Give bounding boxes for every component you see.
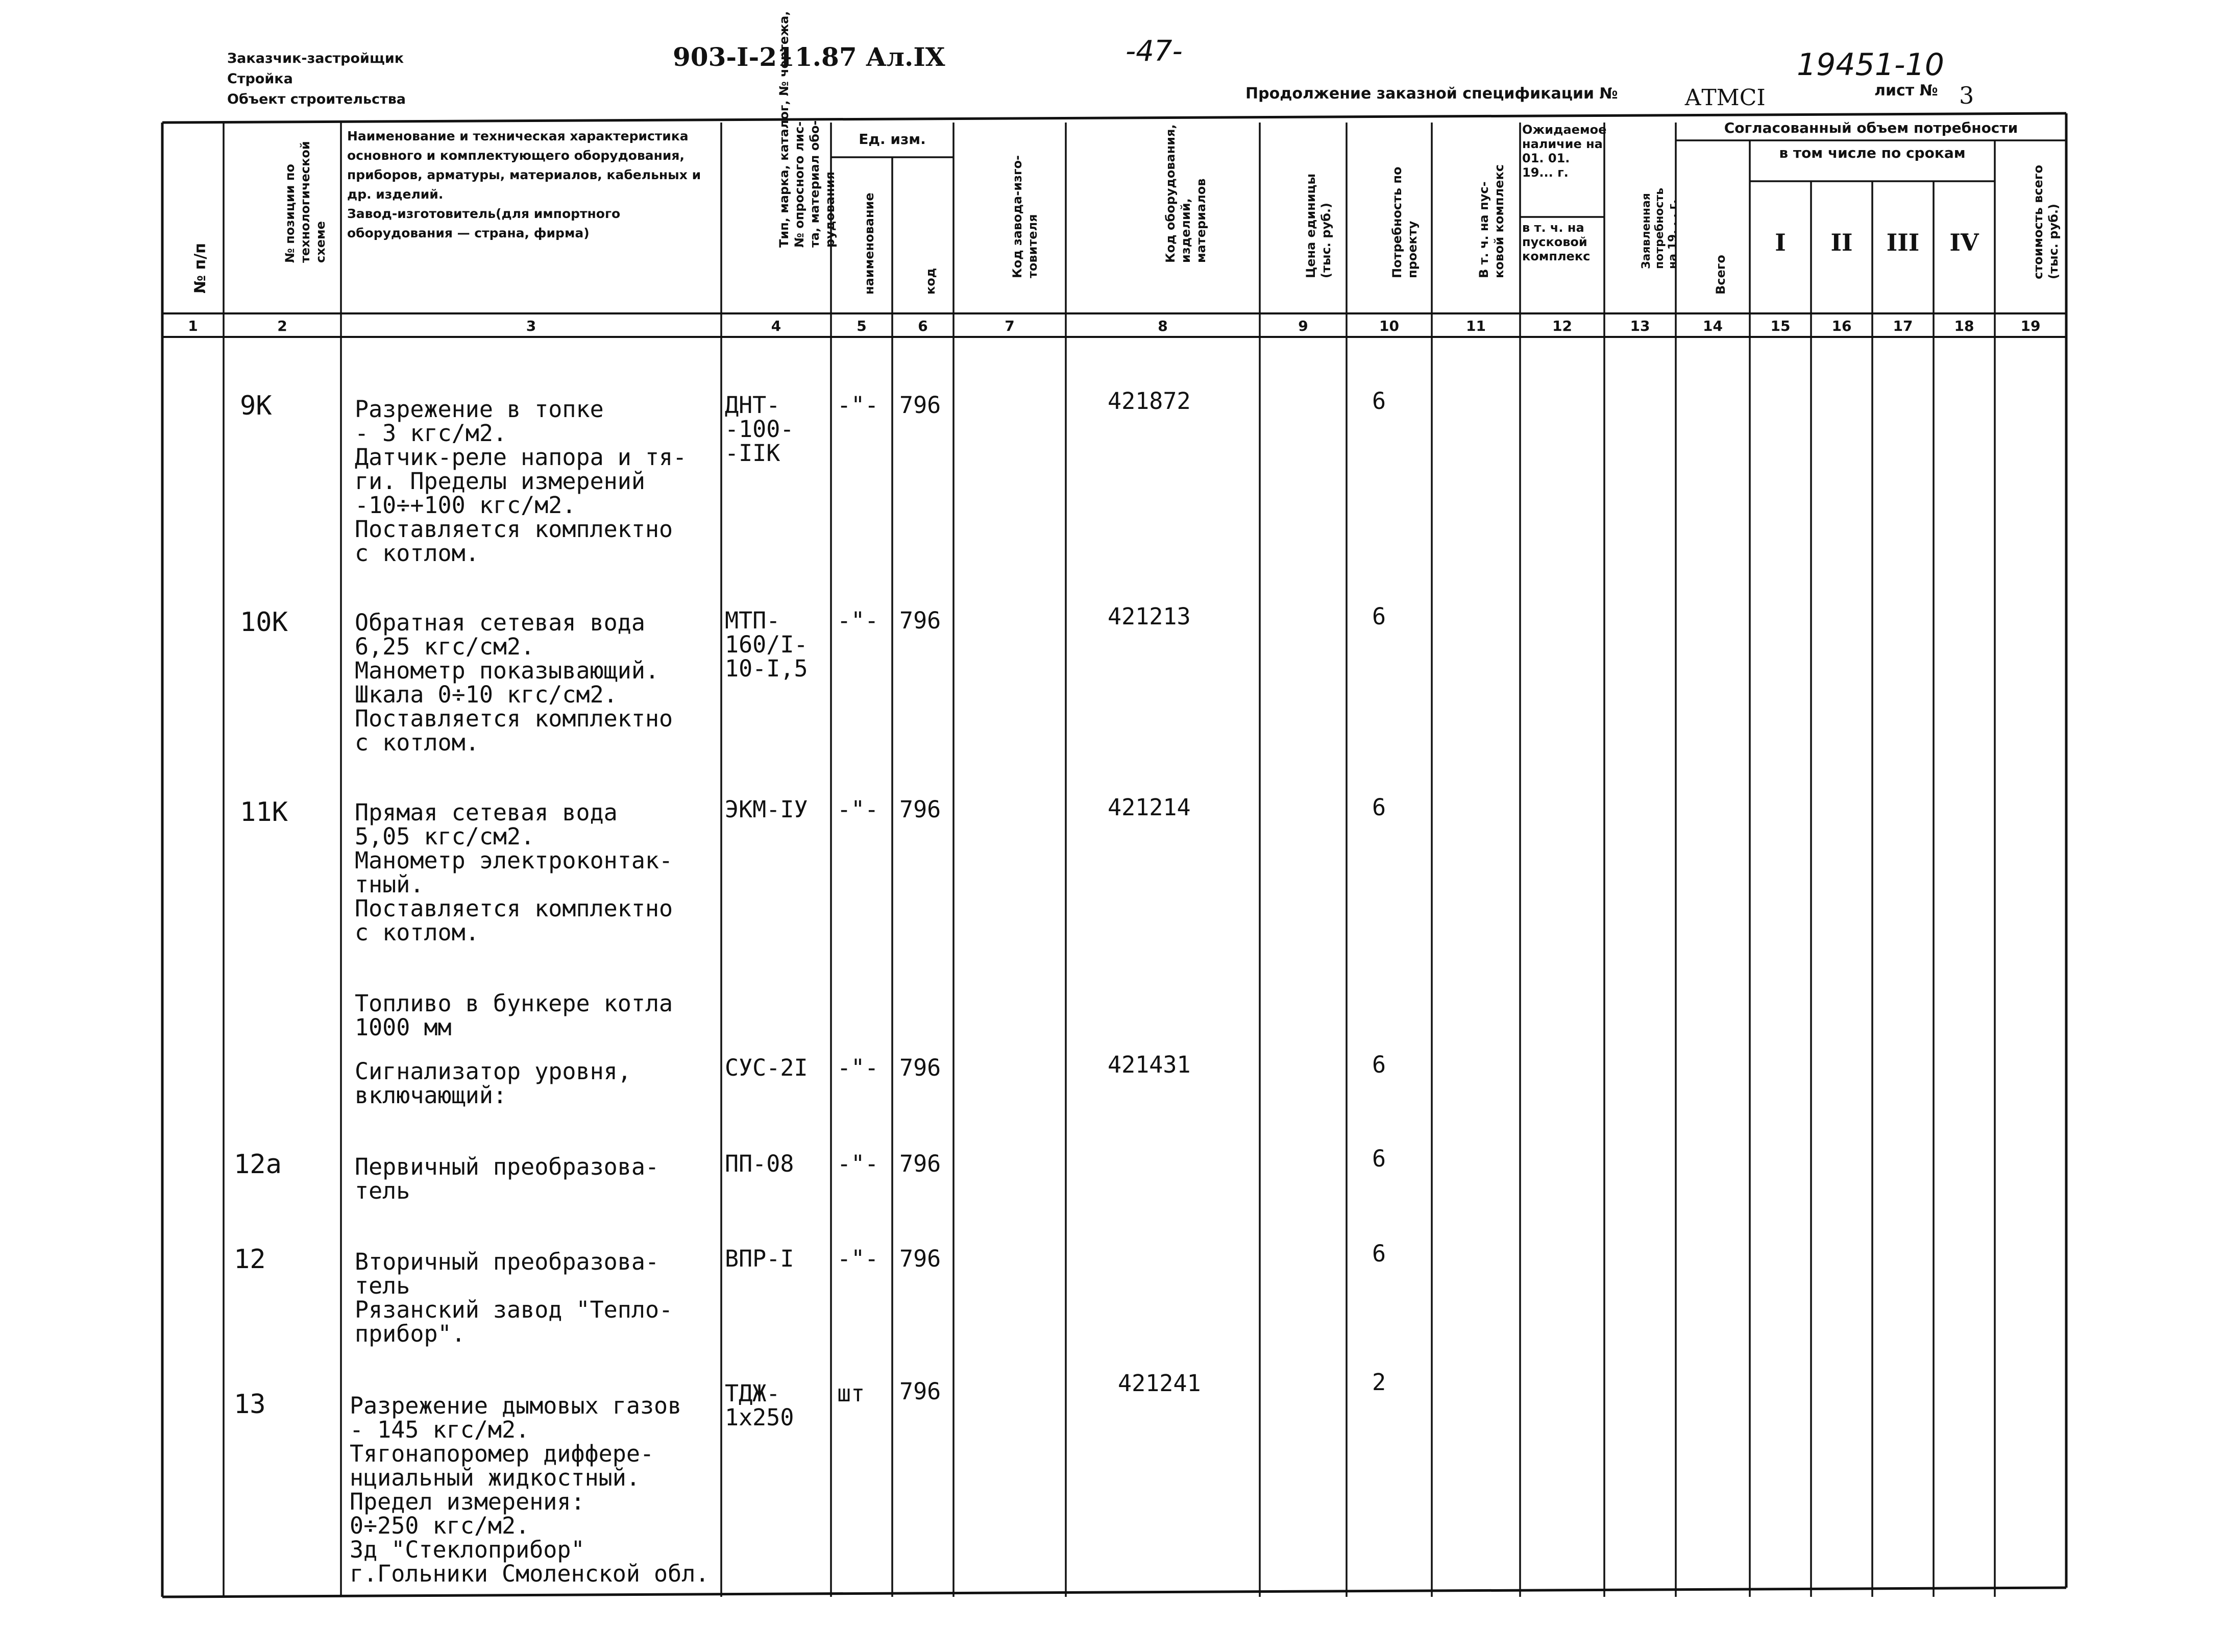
row-quantity: 6: [1372, 794, 1386, 821]
row-code: 421872: [1108, 387, 1191, 415]
col3-header: Наименование и техническая характеристика основного и комплектующего оборудования, приборов, арматуры, материалов, кабельных и др. изделий. Завод-изготовитель(для импортного оборудования — страна, фирма): [347, 129, 701, 240]
row-position: 13: [234, 1389, 266, 1420]
row-quantity: 6: [1372, 1051, 1386, 1078]
object-label: Объект строительства: [227, 91, 406, 107]
row-unit: -"-: [837, 1245, 879, 1272]
col7-header: Код завода-изго- товителя: [1010, 155, 1040, 278]
row-type: МТП- 160/I- 10-I,5: [725, 607, 808, 682]
row-code: 421214: [1108, 794, 1191, 821]
col2-header: № позиции по технологической схеме: [283, 141, 328, 263]
row-position: 12а: [234, 1149, 282, 1180]
col-number: 3: [526, 318, 536, 334]
row-unit: -"-: [837, 796, 879, 823]
row-name: Первичный преобразова- тель: [355, 1153, 659, 1204]
col14-header: Всего: [1713, 255, 1728, 295]
row-name: Сигнализатор уровня, включающий:: [355, 1058, 631, 1109]
row-quantity: 6: [1372, 603, 1386, 630]
col8-header: Код оборудования, изделий, материалов: [1163, 124, 1208, 263]
col5-header: наименование: [862, 192, 876, 295]
col18-header: IV: [1949, 229, 1979, 256]
sheet-label: лист №: [1874, 82, 1938, 100]
row-name: Обратная сетевая вода 6,25 кгс/см2. Манометр показывающий. Шкала 0÷10 кгс/см2. Поставляется комплектно с котлом.: [355, 609, 673, 756]
col12-header-bottom: в т. ч. на пусковой комплекс: [1522, 221, 1591, 263]
document-code: 903-I-211.87 Ал.IX: [673, 42, 945, 72]
col-number: 6: [918, 318, 928, 334]
row-unit-code: 796: [899, 1054, 941, 1081]
row-position: 12: [234, 1244, 266, 1275]
row-quantity: 6: [1372, 1240, 1386, 1267]
row-quantity: 2: [1372, 1369, 1386, 1396]
row-name: Разрежение дымовых газов - 145 кгс/м2. Тягонапоромер диффере- нциальный жидкостный. Предел измерения: 0÷250 кгс/м2. Зд "Стеклоприбор" г.Гольники Смоленской обл.: [350, 1392, 710, 1587]
row-type: ДНТ- -100- -IIК: [725, 392, 794, 467]
col1-header: № п/п: [191, 243, 209, 294]
row-unit: -"-: [837, 392, 879, 419]
col-number: 2: [277, 318, 287, 334]
row-type: ЭКМ-IУ: [725, 796, 808, 823]
continuation-label: Продолжение заказной спецификации №: [1245, 85, 1618, 103]
row-unit-code: 796: [899, 1150, 941, 1177]
customer-label: Заказчик-застройщик: [227, 51, 404, 66]
row-unit-code: 796: [899, 1378, 941, 1405]
row-position: 9К: [240, 391, 272, 421]
col-number: 8: [1158, 318, 1168, 334]
col-number: 13: [1630, 318, 1650, 334]
construction-label: Стройка: [227, 71, 293, 87]
col-number: 5: [857, 318, 867, 334]
col-number: 1: [188, 318, 198, 334]
terms-group-header: в том числе по срокам: [1779, 144, 1966, 161]
row-name: Топливо в бункере котла 1000 мм: [355, 990, 673, 1041]
col15-header: I: [1775, 229, 1786, 256]
row-unit: -"-: [837, 1150, 879, 1177]
handwritten-number: 19451-10: [1797, 47, 1944, 83]
row-type: ТДЖ- 1х250: [725, 1380, 794, 1431]
row-code: 421431: [1108, 1051, 1191, 1078]
col13-header: Заявленная потребность на 19. . . г.: [1640, 187, 1679, 269]
col-number: 18: [1954, 318, 1974, 334]
col19-header: стоимость всего (тыс. руб.): [2031, 165, 2061, 279]
col-number: 4: [771, 318, 781, 334]
row-unit: -"-: [837, 1054, 879, 1081]
row-unit-code: 796: [899, 796, 941, 823]
col-number: 9: [1298, 318, 1308, 334]
row-name: Прямая сетевая вода 5,05 кгс/см2. Манометр электроконтак- тный. Поставляется комплектно с котлом.: [355, 799, 673, 946]
sheet-number: 3: [1959, 82, 1974, 109]
col-number: 11: [1466, 318, 1486, 334]
col10-header: Потребность по проекту: [1389, 166, 1420, 278]
col-number: 19: [2020, 318, 2041, 334]
row-unit: шт: [837, 1380, 865, 1407]
row-name: Разрежение в топке - 3 кгс/м2. Датчик-реле напора и тя- ги. Пределы измерений -10÷+100 кгс/м2. Поставляется комплектно с котлом.: [355, 396, 687, 567]
row-position: 10К: [240, 607, 288, 638]
col16-header: II: [1830, 229, 1853, 256]
col11-header: В т. ч. на пус- ковой комплекс: [1476, 164, 1506, 278]
spec-number: АТМСI: [1684, 85, 1766, 111]
row-type: СУС-2I: [725, 1054, 808, 1081]
col-number: 7: [1005, 318, 1015, 334]
col-number: 16: [1831, 318, 1852, 334]
col17-header: III: [1886, 229, 1920, 256]
unit-group-header: Ед. изм.: [859, 131, 926, 148]
page-marker: -47-: [1126, 35, 1183, 68]
row-unit: -"-: [837, 607, 879, 634]
row-code: 421241: [1118, 1370, 1201, 1397]
col9-header: Цена единицы (тыс. руб.): [1304, 173, 1333, 278]
row-quantity: 6: [1372, 1145, 1386, 1172]
row-code: 421213: [1108, 603, 1191, 630]
row-unit-code: 796: [899, 607, 941, 634]
agreed-group-header: Согласованный объем потребности: [1724, 119, 2018, 136]
col4-header: Тип, марка, каталог, № чертежа, № опросного лис- та, материал обо- рудования: [776, 11, 837, 248]
col-number: 14: [1703, 318, 1723, 334]
row-unit-code: 796: [899, 1245, 941, 1272]
col-number: 12: [1552, 318, 1572, 334]
row-unit-code: 796: [899, 392, 941, 419]
row-name: Вторичный преобразова- тель Рязанский завод "Тепло- прибор".: [355, 1248, 673, 1347]
row-type: ВПР-I: [725, 1245, 794, 1272]
col-number: 17: [1893, 318, 1913, 334]
col-number: 15: [1770, 318, 1791, 334]
row-quantity: 6: [1372, 387, 1386, 415]
row-type: ПП-08: [725, 1150, 794, 1177]
row-position: 11К: [240, 797, 288, 828]
col-number: 10: [1379, 318, 1399, 334]
col12-header-top: Ожидаемое наличие на 01. 01. 19... г.: [1522, 123, 1607, 180]
col6-header: код: [923, 268, 938, 295]
